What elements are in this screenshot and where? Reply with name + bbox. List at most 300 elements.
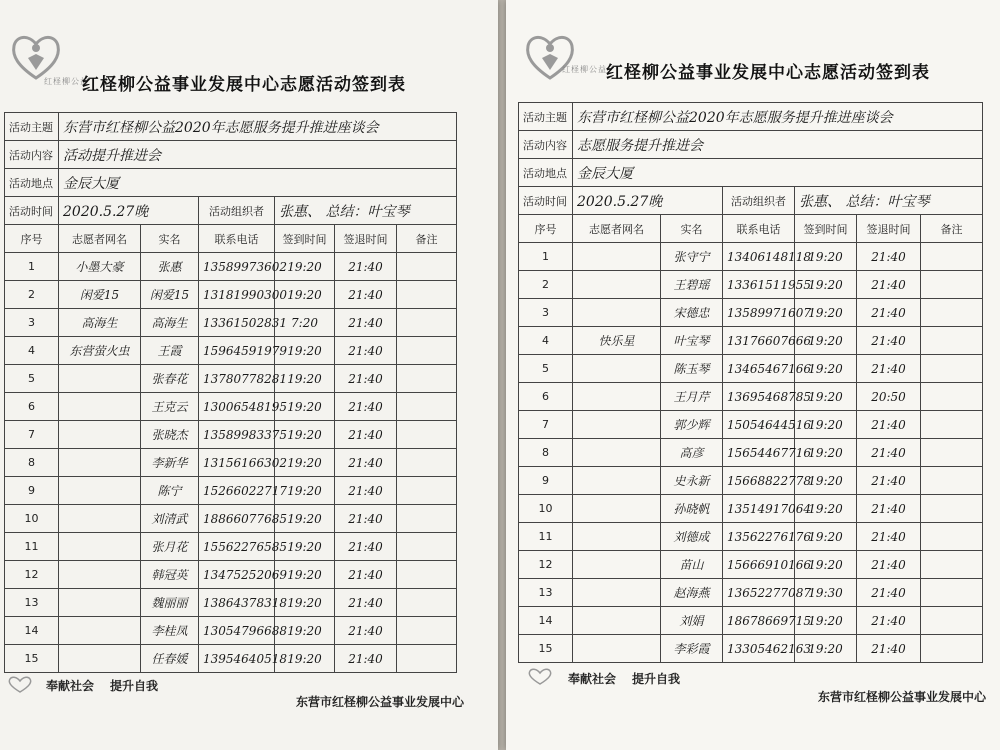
sign-out-time: 21:40 bbox=[335, 309, 397, 337]
sign-out-time: 21:40 bbox=[335, 281, 397, 309]
table-row bbox=[5, 393, 457, 421]
col-signout-header: 签退时间 bbox=[857, 215, 921, 243]
sign-in-time: 19:20 bbox=[275, 617, 335, 645]
table-row bbox=[5, 281, 457, 309]
row-index: 12 bbox=[519, 551, 573, 579]
logo-text: 红柽柳公益 bbox=[44, 77, 89, 86]
sign-out-time: 21:40 bbox=[857, 271, 921, 299]
location-value: 金辰大厦 bbox=[59, 169, 457, 197]
sign-out-time: 21:40 bbox=[857, 327, 921, 355]
note-cell bbox=[397, 309, 457, 337]
logo-text: 红柽柳公益 bbox=[562, 65, 607, 74]
sign-in-time: 19:20 bbox=[275, 393, 335, 421]
phone-number: 18866077685 bbox=[199, 505, 275, 533]
volunteer-name: 高海生 bbox=[141, 309, 199, 337]
location-label: 活动地点 bbox=[519, 159, 573, 187]
phone-number: 13006548195 bbox=[199, 393, 275, 421]
volunteer-name: 李桂凤 bbox=[141, 617, 199, 645]
location-value: 金辰大厦 bbox=[573, 159, 983, 187]
theme-value: 东营市红柽柳公益2020年志愿服务提升推进座谈会 bbox=[59, 113, 457, 141]
table-row bbox=[519, 299, 983, 327]
theme-label: 活动主题 bbox=[519, 103, 573, 131]
volunteer-name: 史永新 bbox=[661, 467, 723, 495]
sign-out-time: 21:40 bbox=[857, 411, 921, 439]
sign-out-time: 21:40 bbox=[335, 253, 397, 281]
table-row bbox=[5, 365, 457, 393]
volunteer-name: 宋德忠 bbox=[661, 299, 723, 327]
sign-in-time: 19:20 bbox=[275, 449, 335, 477]
phone-number: 13054796688 bbox=[199, 617, 275, 645]
sign-out-time: 21:40 bbox=[857, 467, 921, 495]
volunteer-name: 张春花 bbox=[141, 365, 199, 393]
sign-in-time: 19:20 bbox=[795, 523, 857, 551]
phone-number: 13156166302 bbox=[199, 449, 275, 477]
sign-in-time: 19:20 bbox=[275, 281, 335, 309]
row-index: 9 bbox=[519, 467, 573, 495]
row-index: 1 bbox=[519, 243, 573, 271]
sign-out-time: 21:40 bbox=[857, 355, 921, 383]
table-row bbox=[5, 421, 457, 449]
volunteer-name: 闲爱15 bbox=[141, 281, 199, 309]
sign-in-time: 19:20 bbox=[275, 337, 335, 365]
volunteer-nickname bbox=[573, 271, 661, 299]
volunteer-nickname bbox=[59, 533, 141, 561]
table-row bbox=[5, 337, 457, 365]
note-cell bbox=[921, 635, 983, 663]
sign-in-time: 19:20 bbox=[275, 645, 335, 673]
table-row bbox=[519, 439, 983, 467]
info-table bbox=[4, 112, 457, 673]
table-row bbox=[519, 467, 983, 495]
volunteer-nickname bbox=[573, 439, 661, 467]
volunteer-nickname bbox=[59, 477, 141, 505]
sign-out-time: 21:40 bbox=[335, 505, 397, 533]
sign-in-time: 19:20 bbox=[275, 365, 335, 393]
row-index: 5 bbox=[5, 365, 59, 393]
sign-in-time: 19:20 bbox=[795, 299, 857, 327]
note-cell bbox=[397, 253, 457, 281]
volunteer-nickname bbox=[59, 421, 141, 449]
volunteer-nickname: 东营萤火虫 bbox=[59, 337, 141, 365]
time-label: 活动时间 bbox=[5, 197, 59, 225]
row-index: 10 bbox=[5, 505, 59, 533]
time-value: 2020.5.27晚 bbox=[573, 187, 723, 215]
col-phone-header: 联系电话 bbox=[723, 215, 795, 243]
phone-number: 13589983375 bbox=[199, 421, 275, 449]
sign-in-time: 19:20 bbox=[275, 589, 335, 617]
volunteer-name: 李新华 bbox=[141, 449, 199, 477]
table-row bbox=[519, 635, 983, 663]
phone-number: 18678669715 bbox=[723, 607, 795, 635]
volunteer-nickname: 快乐星 bbox=[573, 327, 661, 355]
row-index: 10 bbox=[519, 495, 573, 523]
table-row bbox=[519, 383, 983, 411]
phone-number: 13406148118 bbox=[723, 243, 795, 271]
phone-number: 13695468785 bbox=[723, 383, 795, 411]
header-row bbox=[519, 215, 983, 243]
volunteer-name: 张惠 bbox=[141, 253, 199, 281]
form-title: 红柽柳公益事业发展中心志愿活动签到表 bbox=[606, 63, 930, 83]
note-cell bbox=[921, 607, 983, 635]
note-cell bbox=[397, 281, 457, 309]
col-signin-header: 签到时间 bbox=[275, 225, 335, 253]
row-index: 14 bbox=[5, 617, 59, 645]
organizer-label: 活动组织者 bbox=[723, 187, 795, 215]
note-cell bbox=[397, 365, 457, 393]
volunteer-nickname bbox=[573, 551, 661, 579]
right-rows bbox=[519, 243, 983, 663]
volunteer-nickname: 小墨大豪 bbox=[59, 253, 141, 281]
info-table bbox=[518, 102, 983, 663]
row-index: 13 bbox=[519, 579, 573, 607]
phone-number: 15054644516 bbox=[723, 411, 795, 439]
col-note-header: 备注 bbox=[397, 225, 457, 253]
table-row bbox=[5, 645, 457, 673]
volunteer-name: 张守宁 bbox=[661, 243, 723, 271]
row-index: 12 bbox=[5, 561, 59, 589]
phone-number: 13514917064 bbox=[723, 495, 795, 523]
footer-logo-icon bbox=[6, 676, 34, 694]
sign-out-time: 20:50 bbox=[857, 383, 921, 411]
note-cell bbox=[921, 551, 983, 579]
phone-number: 13652277087 bbox=[723, 579, 795, 607]
phone-number: 13181990300 bbox=[199, 281, 275, 309]
row-index: 4 bbox=[519, 327, 573, 355]
sign-in-time: 19:20 bbox=[795, 439, 857, 467]
volunteer-name: 王月芹 bbox=[661, 383, 723, 411]
footer-slogan-1: 奉献社会 bbox=[568, 672, 617, 686]
note-cell bbox=[397, 589, 457, 617]
table-row bbox=[5, 617, 457, 645]
phone-number: 13780778281 bbox=[199, 365, 275, 393]
form-title: 红柽柳公益事业发展中心志愿活动签到表 bbox=[82, 75, 406, 95]
volunteer-nickname bbox=[59, 505, 141, 533]
row-index: 3 bbox=[5, 309, 59, 337]
volunteer-name: 王碧瑶 bbox=[661, 271, 723, 299]
row-index: 7 bbox=[519, 411, 573, 439]
sign-out-time: 21:40 bbox=[857, 607, 921, 635]
volunteer-name: 孙晓帆 bbox=[661, 495, 723, 523]
content-row bbox=[519, 131, 983, 159]
theme-row bbox=[519, 103, 983, 131]
row-index: 5 bbox=[519, 355, 573, 383]
col-phone-header: 联系电话 bbox=[199, 225, 275, 253]
volunteer-nickname bbox=[573, 635, 661, 663]
note-cell bbox=[921, 355, 983, 383]
content-label: 活动内容 bbox=[5, 141, 59, 169]
note-cell bbox=[397, 561, 457, 589]
volunteer-nickname bbox=[59, 365, 141, 393]
location-row bbox=[5, 169, 457, 197]
volunteer-nickname bbox=[573, 523, 661, 551]
sign-in-time: 19:20 bbox=[275, 421, 335, 449]
sign-out-time: 21:40 bbox=[857, 523, 921, 551]
sign-out-time: 21:40 bbox=[857, 635, 921, 663]
col-signout-header: 签退时间 bbox=[335, 225, 397, 253]
row-index: 2 bbox=[519, 271, 573, 299]
footer-logo-icon bbox=[526, 668, 554, 686]
note-cell bbox=[921, 383, 983, 411]
sign-in-time: 19:20 bbox=[795, 243, 857, 271]
organizer-label: 活动组织者 bbox=[199, 197, 275, 225]
sign-in-time: 19:20 bbox=[795, 551, 857, 579]
content-row bbox=[5, 141, 457, 169]
note-cell bbox=[397, 477, 457, 505]
footer-slogan-2: 提升自我 bbox=[110, 679, 159, 693]
row-index: 1 bbox=[5, 253, 59, 281]
row-index: 3 bbox=[519, 299, 573, 327]
note-cell bbox=[921, 439, 983, 467]
sign-in-time: 19:20 bbox=[275, 561, 335, 589]
col-index-header: 序号 bbox=[519, 215, 573, 243]
col-signin-header: 签到时间 bbox=[795, 215, 857, 243]
theme-row bbox=[5, 113, 457, 141]
table-row bbox=[519, 327, 983, 355]
table-row bbox=[519, 579, 983, 607]
volunteer-name: 李彩霞 bbox=[661, 635, 723, 663]
note-cell bbox=[921, 495, 983, 523]
note-cell bbox=[397, 421, 457, 449]
volunteer-nickname bbox=[59, 645, 141, 673]
volunteer-name: 王克云 bbox=[141, 393, 199, 421]
sign-out-time: 21:40 bbox=[335, 561, 397, 589]
phone-number: 15666910166 bbox=[723, 551, 795, 579]
phone-number: 15266022717 bbox=[199, 477, 275, 505]
sign-in-time: 19:20 bbox=[795, 635, 857, 663]
volunteer-name: 陈宁 bbox=[141, 477, 199, 505]
volunteer-nickname bbox=[573, 495, 661, 523]
sign-in-time: 19:20 bbox=[275, 533, 335, 561]
note-cell bbox=[921, 327, 983, 355]
sign-out-time: 21:40 bbox=[335, 477, 397, 505]
note-cell bbox=[397, 449, 457, 477]
note-cell bbox=[397, 337, 457, 365]
table-row bbox=[5, 253, 457, 281]
volunteer-nickname bbox=[573, 467, 661, 495]
volunteer-name: 叶宝琴 bbox=[661, 327, 723, 355]
volunteer-name: 高彦 bbox=[661, 439, 723, 467]
table-row bbox=[519, 607, 983, 635]
volunteer-name: 刘德成 bbox=[661, 523, 723, 551]
sign-in-time: 19:20 bbox=[275, 505, 335, 533]
sign-out-time: 21:40 bbox=[857, 439, 921, 467]
volunteer-name: 赵海燕 bbox=[661, 579, 723, 607]
content-value: 活动提升推进会 bbox=[59, 141, 457, 169]
sign-in-time: 19:20 bbox=[795, 355, 857, 383]
volunteer-name: 刘娟 bbox=[661, 607, 723, 635]
row-index: 8 bbox=[519, 439, 573, 467]
row-index: 14 bbox=[519, 607, 573, 635]
volunteer-name: 任春媛 bbox=[141, 645, 199, 673]
sign-in-time: 19:20 bbox=[795, 411, 857, 439]
sign-in-sheet-left bbox=[0, 0, 498, 750]
table-row bbox=[5, 561, 457, 589]
left-rows bbox=[5, 253, 457, 673]
theme-label: 活动主题 bbox=[5, 113, 59, 141]
footer-slogan-2: 提升自我 bbox=[632, 672, 681, 686]
volunteer-nickname: 闲爱15 bbox=[59, 281, 141, 309]
table-row bbox=[5, 309, 457, 337]
sign-out-time: 21:40 bbox=[857, 243, 921, 271]
sign-in-time: 19:20 bbox=[795, 607, 857, 635]
row-index: 15 bbox=[5, 645, 59, 673]
sign-out-time: 21:40 bbox=[335, 617, 397, 645]
note-cell bbox=[921, 523, 983, 551]
sign-in-time: 19:20 bbox=[795, 467, 857, 495]
time-label: 活动时间 bbox=[519, 187, 573, 215]
table-row bbox=[519, 271, 983, 299]
note-cell bbox=[921, 243, 983, 271]
volunteer-name: 刘清武 bbox=[141, 505, 199, 533]
phone-number: 13361511955 bbox=[723, 271, 795, 299]
note-cell bbox=[397, 645, 457, 673]
table-row bbox=[519, 495, 983, 523]
row-index: 2 bbox=[5, 281, 59, 309]
note-cell bbox=[397, 533, 457, 561]
volunteer-nickname bbox=[59, 589, 141, 617]
phone-number: 15562276585 bbox=[199, 533, 275, 561]
table-row bbox=[5, 533, 457, 561]
sign-out-time: 21:40 bbox=[335, 393, 397, 421]
volunteer-name: 郭少辉 bbox=[661, 411, 723, 439]
sign-in-time: 19:20 bbox=[795, 327, 857, 355]
volunteer-name: 张晓杰 bbox=[141, 421, 199, 449]
phone-number: 15964591979 bbox=[199, 337, 275, 365]
note-cell bbox=[397, 393, 457, 421]
note-cell bbox=[921, 299, 983, 327]
table-row bbox=[519, 243, 983, 271]
sign-out-time: 21:40 bbox=[857, 495, 921, 523]
sign-in-time: 19:20 bbox=[275, 253, 335, 281]
phone-number: 13562276176 bbox=[723, 523, 795, 551]
row-index: 8 bbox=[5, 449, 59, 477]
table-row bbox=[519, 411, 983, 439]
volunteer-nickname bbox=[573, 579, 661, 607]
volunteer-nickname bbox=[573, 299, 661, 327]
phone-number: 13589973602 bbox=[199, 253, 275, 281]
volunteer-name: 陈玉琴 bbox=[661, 355, 723, 383]
phone-number: 13475252069 bbox=[199, 561, 275, 589]
time-row bbox=[5, 197, 457, 225]
phone-number: 13361502831 bbox=[199, 309, 275, 337]
time-row bbox=[519, 187, 983, 215]
row-index: 9 bbox=[5, 477, 59, 505]
organization-logo bbox=[522, 28, 578, 84]
content-value: 志愿服务提升推进会 bbox=[573, 131, 983, 159]
volunteer-name: 苗山 bbox=[661, 551, 723, 579]
volunteer-nickname bbox=[573, 383, 661, 411]
row-index: 11 bbox=[5, 533, 59, 561]
phone-number: 13465467166 bbox=[723, 355, 795, 383]
col-name-header: 实名 bbox=[141, 225, 199, 253]
col-nickname-header: 志愿者网名 bbox=[573, 215, 661, 243]
volunteer-nickname bbox=[59, 449, 141, 477]
table-row bbox=[5, 505, 457, 533]
note-cell bbox=[397, 505, 457, 533]
volunteer-name: 韩冠英 bbox=[141, 561, 199, 589]
content-label: 活动内容 bbox=[519, 131, 573, 159]
volunteer-nickname bbox=[59, 617, 141, 645]
table-row bbox=[5, 477, 457, 505]
sign-in-time: 19:30 bbox=[795, 579, 857, 607]
footer-organization: 东营市红柽柳公益事业发展中心 bbox=[818, 690, 987, 704]
phone-number: 13176607666 bbox=[723, 327, 795, 355]
table-row bbox=[519, 523, 983, 551]
organizer-value: 张惠、 总结：叶宝琴 bbox=[795, 187, 983, 215]
sign-out-time: 21:40 bbox=[335, 589, 397, 617]
location-label: 活动地点 bbox=[5, 169, 59, 197]
volunteer-name: 张月花 bbox=[141, 533, 199, 561]
table-row bbox=[519, 551, 983, 579]
table-row bbox=[519, 355, 983, 383]
sign-out-time: 21:40 bbox=[335, 533, 397, 561]
phone-number: 13864378318 bbox=[199, 589, 275, 617]
volunteer-name: 魏丽丽 bbox=[141, 589, 199, 617]
sign-in-time: 19:20 bbox=[795, 271, 857, 299]
time-value: 2020.5.27晚 bbox=[59, 197, 199, 225]
phone-number: 13954640518 bbox=[199, 645, 275, 673]
organizer-value: 张惠、 总结：叶宝琴 bbox=[275, 197, 457, 225]
row-index: 15 bbox=[519, 635, 573, 663]
footer-organization: 东营市红柽柳公益事业发展中心 bbox=[296, 695, 465, 709]
row-index: 13 bbox=[5, 589, 59, 617]
row-index: 4 bbox=[5, 337, 59, 365]
note-cell bbox=[921, 467, 983, 495]
sign-out-time: 21:40 bbox=[335, 337, 397, 365]
volunteer-nickname bbox=[573, 355, 661, 383]
volunteer-nickname bbox=[573, 243, 661, 271]
phone-number: 13305462163 bbox=[723, 635, 795, 663]
sign-in-time: 19:20 bbox=[275, 477, 335, 505]
sign-out-time: 21:40 bbox=[335, 449, 397, 477]
volunteer-nickname: 高海生 bbox=[59, 309, 141, 337]
row-index: 6 bbox=[5, 393, 59, 421]
volunteer-nickname bbox=[59, 561, 141, 589]
sign-out-time: 21:40 bbox=[857, 579, 921, 607]
sign-in-time: 7:20 bbox=[275, 309, 335, 337]
sign-out-time: 21:40 bbox=[335, 645, 397, 673]
col-index-header: 序号 bbox=[5, 225, 59, 253]
col-name-header: 实名 bbox=[661, 215, 723, 243]
table-row bbox=[5, 449, 457, 477]
phone-number: 13589971607 bbox=[723, 299, 795, 327]
phone-number: 15668822778 bbox=[723, 467, 795, 495]
note-cell bbox=[397, 617, 457, 645]
note-cell bbox=[921, 271, 983, 299]
sign-out-time: 21:40 bbox=[857, 551, 921, 579]
header-row bbox=[5, 225, 457, 253]
col-note-header: 备注 bbox=[921, 215, 983, 243]
volunteer-nickname bbox=[573, 607, 661, 635]
note-cell bbox=[921, 579, 983, 607]
footer-slogan-1: 奉献社会 bbox=[46, 679, 95, 693]
sign-in-time: 19:20 bbox=[795, 495, 857, 523]
volunteer-nickname bbox=[59, 393, 141, 421]
volunteer-name: 王霞 bbox=[141, 337, 199, 365]
row-index: 6 bbox=[519, 383, 573, 411]
volunteer-nickname bbox=[573, 411, 661, 439]
sign-in-sheet-right bbox=[506, 0, 1000, 750]
sign-in-time: 19:20 bbox=[795, 383, 857, 411]
sign-out-time: 21:40 bbox=[335, 365, 397, 393]
col-nickname-header: 志愿者网名 bbox=[59, 225, 141, 253]
phone-number: 15654467716 bbox=[723, 439, 795, 467]
sign-out-time: 21:40 bbox=[335, 421, 397, 449]
row-index: 7 bbox=[5, 421, 59, 449]
location-row bbox=[519, 159, 983, 187]
theme-value: 东营市红柽柳公益2020年志愿服务提升推进座谈会 bbox=[573, 103, 983, 131]
note-cell bbox=[921, 411, 983, 439]
